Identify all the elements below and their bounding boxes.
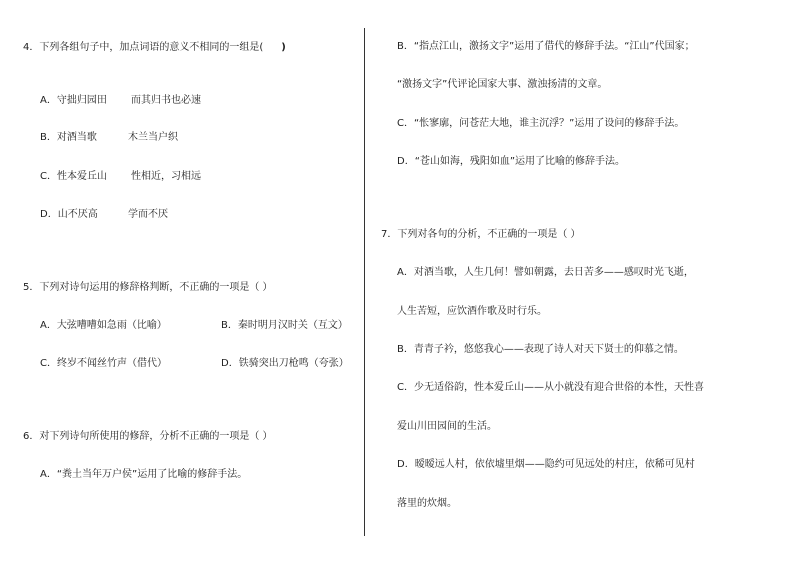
question-5-stem: 5．下列对诗句运用的修辞格判断，不正确的一项是（ ） [23, 282, 273, 293]
q4-option-d-text: 学而不厌 [128, 209, 168, 220]
question-6-stem: 6．对下列诗句所使用的修辞，分析不正确的一项是（ ） [23, 431, 273, 442]
q6-option-a: A．“粪土当年万户侯”运用了比喻的修辞手法。 [40, 469, 248, 480]
q4-option-d: D．山不厌高 [40, 209, 98, 220]
q4-option-a-text: 而其归书也必速 [131, 95, 201, 106]
question-4-text: 4．下列各组句子中，加点词语的意义不相同的一组是( [23, 42, 264, 53]
q4-option-a [40, 94, 107, 108]
question-4-stem [23, 41, 286, 55]
q6-option-c: C．“怅寥廓，问苍茫大地，谁主沉浮？”运用了设问的修辞手法。 [397, 118, 685, 129]
q7-option-c-line1: C．少无适俗韵，性本爱丘山——从小就没有迎合世俗的本性，天性喜 [397, 382, 704, 393]
q5-option-d: D．铁骑突出刀枪鸣（夸张） [221, 358, 349, 369]
q6-option-d: D．“苍山如海，残阳如血”运用了比喻的修辞手法。 [397, 156, 626, 167]
q7-option-d-line2: 落里的炊烟。 [397, 498, 457, 509]
q5-option-c: C．终岁不闻丝竹声（借代） [40, 358, 167, 369]
q4-option-c: C．性本爱丘山 [40, 171, 107, 182]
q7-option-d-line1: D．暧暧远人村，依依墟里烟——隐约可见远处的村庄，依稀可见村 [397, 459, 695, 470]
q7-option-a-line1: A．对酒当歌，人生几何！譬如朝露，去日苦多——感叹时光飞逝， [397, 267, 694, 278]
q4-option-b-text: 木兰当户织 [128, 132, 178, 143]
q4-option-b: B．对酒当歌 [40, 132, 97, 143]
q5-option-a: A．大弦嘈嘈如急雨（比喻） [40, 320, 167, 331]
q6-option-b-line2: “激扬文字”代评论国家大事、激浊扬清的文章。 [397, 79, 608, 90]
q7-option-c-line2: 爱山川田园间的生活。 [397, 421, 497, 432]
q7-option-a-line2: 人生苦短，应饮酒作歌及时行乐。 [397, 306, 547, 317]
option-label: A．守拙归园田 [40, 95, 107, 106]
q6-option-b-line1: B．“指点江山，激扬文字”运用了借代的修辞手法。“江山”代国家； [397, 41, 695, 52]
column-divider [364, 28, 365, 536]
question-7-stem: 7．下列对各句的分析，不正确的一项是（ ） [381, 229, 581, 240]
question-4-paren: ) [281, 42, 286, 53]
q4-option-c-text: 性相近，习相远 [131, 171, 201, 182]
q7-option-b: B．青青子衿，悠悠我心——表现了诗人对天下贤士的仰慕之情。 [397, 344, 684, 355]
q5-option-b: B．秦时明月汉时关（互文） [221, 320, 348, 331]
